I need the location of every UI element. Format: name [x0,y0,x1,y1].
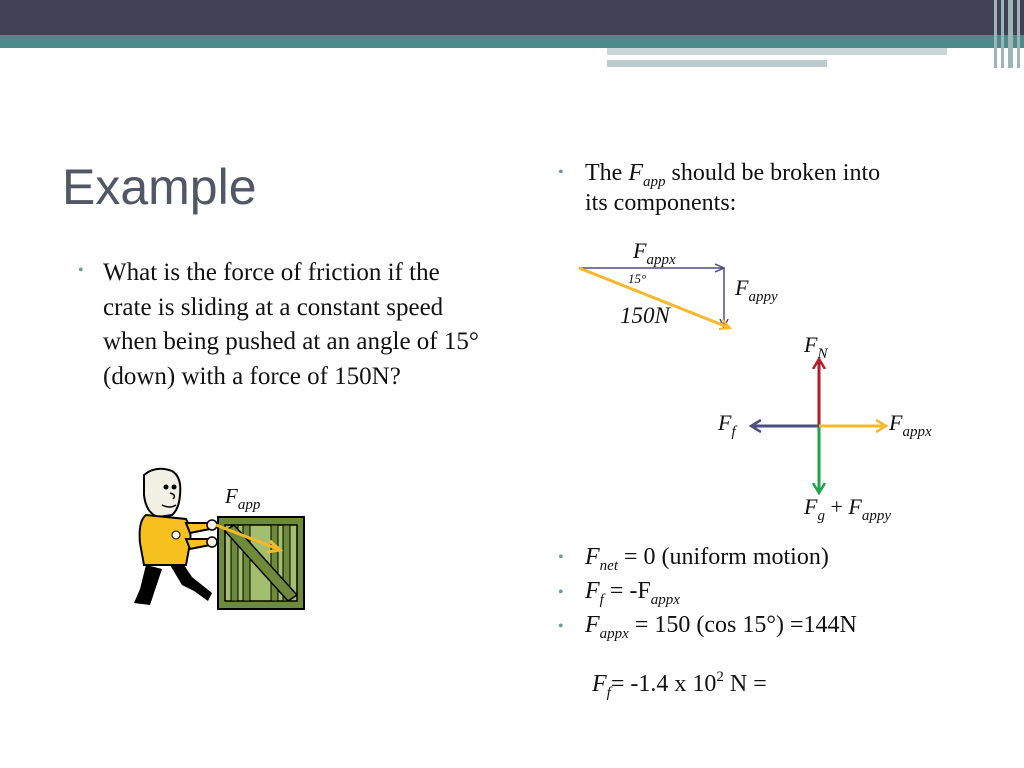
applied-x-label: $F_{appx}$ [889,410,932,440]
bullet-dot: • [78,262,84,279]
equation-net-force: $F_{net} = 0$ (uniform motion) [585,544,829,574]
answer-line: $F_f= -1.4$ x $10^2$ N = [592,669,767,701]
magnitude-label: 150N [620,303,670,328]
bullet-dot: • [558,618,564,635]
angle-label: 15° [628,271,647,286]
equation-friction: $F_f = -F_{appx}$ [585,578,680,608]
triangle-y-label: $F_{appy}$ [735,275,778,305]
header-bar-dark [0,0,1024,35]
intro-line-2: its components: [585,190,737,216]
bullet-dot: • [558,549,564,566]
header-accent-line [607,48,947,55]
normal-force-label: $F_N$ [804,332,828,362]
header-stripes [990,0,1024,68]
friction-label: $F_f$ [718,410,736,440]
person-pushing-crate-illustration [130,465,310,613]
bullet-dot: • [558,164,564,181]
slide-title: Example [62,159,257,215]
intro-line-1: The $F_{app}$ should be broken into [585,160,881,190]
triangle-x-label: $F_{appx}$ [633,238,676,268]
header-bar-teal [0,35,1024,48]
downward-force-label: $F_g + F_{appy}$ [804,494,891,524]
free-body-diagram [740,350,900,500]
crate-force-label: $F_{app}$ [225,484,261,513]
header-accent-line [607,60,827,67]
bullet-dot: • [558,584,564,601]
question-text: What is the force of friction if the crate is sliding at a constant speed when being pushed at an angle of 15° (down) with a force of 150N? [103,259,479,390]
equation-applied-x: $F_{appx} = 150$ (cos 15°) =144N [585,612,857,642]
